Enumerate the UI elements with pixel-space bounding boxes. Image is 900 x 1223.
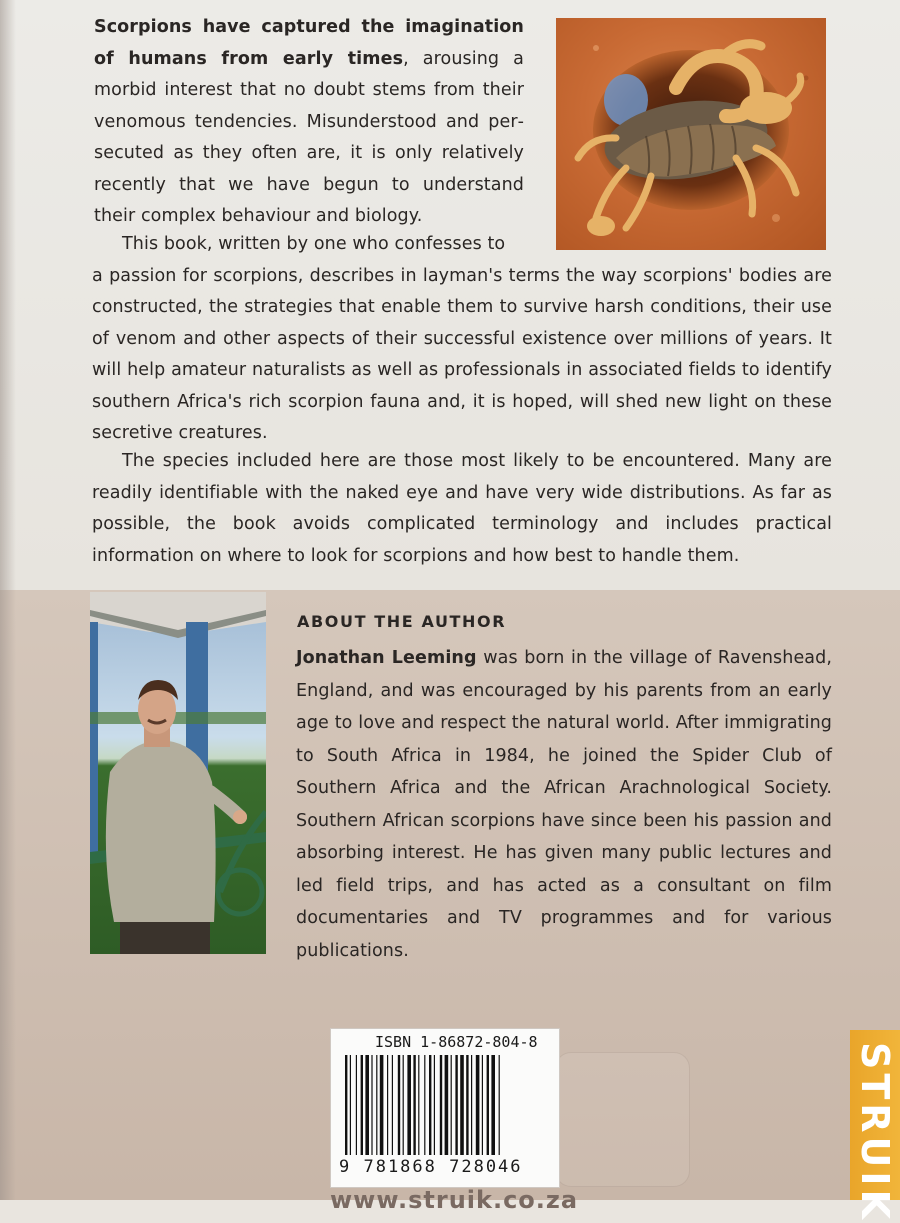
publisher-spine-tab xyxy=(850,1030,900,1223)
barcode-bar xyxy=(392,1055,393,1155)
barcode-bar xyxy=(455,1055,457,1155)
ean-number: 9 781868 728046 xyxy=(339,1157,523,1177)
barcode-bar xyxy=(376,1055,377,1155)
barcode-bar xyxy=(460,1055,464,1155)
barcode-bar xyxy=(440,1055,442,1155)
barcode-bar xyxy=(424,1055,425,1155)
barcode-bar xyxy=(365,1055,369,1155)
barcode-bar xyxy=(380,1055,384,1155)
barcode-bar xyxy=(487,1055,489,1155)
barcode-bar xyxy=(466,1055,468,1155)
intro-text: , arousing a morbid interest that no doubt stems from their venomous tendencies. Misunderstood and persecuted as they often are, it is only relatively recently that we have begun to understand their complex behaviour and biology. xyxy=(94,48,524,226)
barcode-label xyxy=(330,1028,560,1188)
barcode-bar xyxy=(482,1055,483,1155)
description-text: a passion for scorpions, describes in layman's terms the way scorpions' bodies are constructed, the strategies that enable them to survive harsh conditions, their use of venom and other aspects of their successful existence over millions of years. It will help amateur naturalists as well as professionals in associated fields to identify southern Africa's rich scorpion fauna and, it is hoped, will shed new light on these secretive creatures. xyxy=(92,265,832,443)
barcode-bar xyxy=(434,1055,435,1155)
barcode-bar xyxy=(413,1055,415,1155)
barcode-bar xyxy=(371,1055,372,1155)
author-photo xyxy=(90,592,266,954)
author-bio-text: was born in the village of Ravenshead, England, and was encouraged by his parents from an early age to love and respect the natural world. After immigrating to South Africa in 1984, he joined the Spider Club of Southern Africa and the African Arachnological Society. Southern African scorpions have since been his passion and absorbing interest. He has given many public lectures and led field trips, and has acted as a consultant on film documentaries and TV programmes and for various publications. xyxy=(296,648,833,961)
scorpion-photo xyxy=(556,18,826,250)
barcode-bar xyxy=(398,1055,400,1155)
barcode-bar xyxy=(471,1055,472,1155)
intro-lead: Scorpions have captured the imagination of humans from early times xyxy=(94,17,524,69)
cover-edge-shadow xyxy=(0,0,16,1200)
barcode-bar xyxy=(350,1055,351,1155)
barcode-bar xyxy=(451,1055,452,1155)
intro-paragraph xyxy=(94,12,524,233)
barcode-bar xyxy=(499,1055,500,1155)
barcode-bars xyxy=(345,1055,545,1155)
barcode-bar xyxy=(429,1055,431,1155)
barcode-bar xyxy=(356,1055,357,1155)
species-paragraph: The species included here are those most likely to be encountered. Many are readily identifiable with the naked eye and have very wide distributions. As far as possible, the book avoids complicated terminology and includes practical information on where to look for scorpions and how best to handle them. xyxy=(92,451,832,566)
barcode-bar xyxy=(491,1055,495,1155)
barcode-bar xyxy=(403,1055,404,1155)
author-bio-paragraph xyxy=(296,642,832,967)
barcode-bar xyxy=(476,1055,480,1155)
description-first-line: This book, written by one who confesses to xyxy=(122,234,506,254)
sticker-mark xyxy=(555,1052,690,1187)
publisher-name: STRUIK xyxy=(853,1042,897,1223)
book-description-paragraph xyxy=(92,229,832,450)
barcode-bar xyxy=(445,1055,449,1155)
barcode-bar xyxy=(387,1055,388,1155)
isbn-text: ISBN 1-86872-804-8 xyxy=(375,1033,538,1051)
scorpion-illustration xyxy=(556,18,826,250)
barcode-bar xyxy=(407,1055,411,1155)
barcode-bar xyxy=(345,1055,347,1155)
barcode-bar xyxy=(418,1055,419,1155)
barcode-bar xyxy=(361,1055,363,1155)
about-author-heading: ABOUT THE AUTHOR xyxy=(297,612,507,631)
publisher-url: www.struik.co.za xyxy=(330,1186,579,1214)
author-illustration xyxy=(90,592,266,954)
author-name: Jonathan Leeming xyxy=(296,648,477,668)
